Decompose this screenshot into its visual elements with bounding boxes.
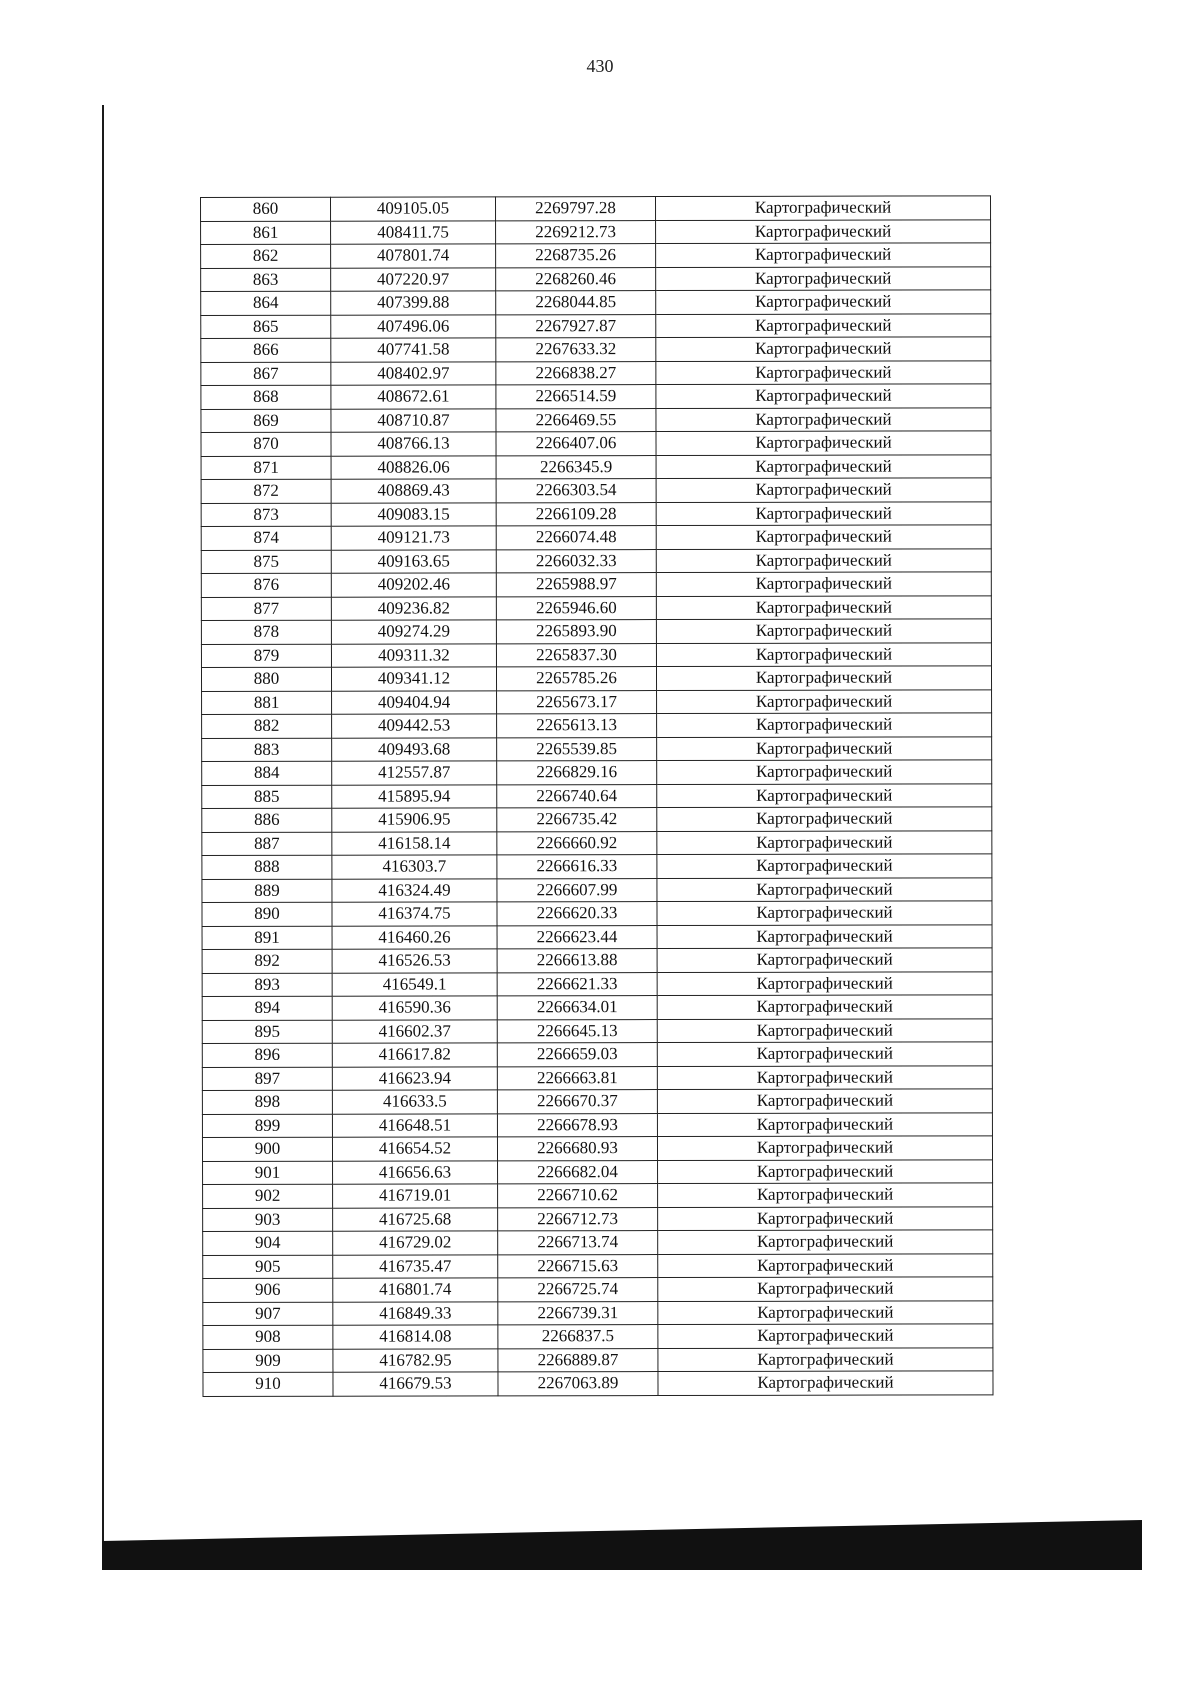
point-number-cell: 903 [203, 1208, 333, 1232]
y-coordinate-cell: 2266663.81 [497, 1066, 657, 1090]
method-cell: Картографический [657, 1136, 992, 1160]
point-number-cell: 904 [203, 1231, 333, 1255]
point-number-cell: 885 [202, 785, 332, 809]
point-number-cell: 880 [201, 667, 331, 691]
x-coordinate-cell: 416633.5 [332, 1090, 497, 1114]
y-coordinate-cell: 2267633.32 [496, 338, 656, 362]
x-coordinate-cell: 409311.32 [331, 643, 496, 667]
point-number-cell: 895 [202, 1020, 332, 1044]
x-coordinate-cell: 407496.06 [331, 314, 496, 338]
method-cell: Картографический [656, 337, 991, 361]
table-row [202, 971, 992, 996]
point-number-cell: 891 [202, 926, 332, 950]
method-cell: Картографический [656, 548, 991, 572]
method-cell: Картографический [658, 1324, 993, 1348]
table-row [202, 1089, 992, 1114]
method-cell: Картографический [657, 854, 992, 878]
table-row [202, 1042, 992, 1067]
point-number-cell: 888 [202, 855, 332, 879]
table-row [202, 854, 992, 879]
table-row [203, 1253, 993, 1278]
y-coordinate-cell: 2266680.93 [497, 1137, 657, 1161]
x-coordinate-cell: 416526.53 [332, 949, 497, 973]
method-cell: Картографический [656, 431, 991, 455]
x-coordinate-cell: 416729.02 [333, 1231, 498, 1255]
method-cell: Картографический [656, 501, 991, 525]
x-coordinate-cell: 408411.75 [331, 220, 496, 244]
table-row [201, 595, 991, 620]
y-coordinate-cell: 2265613.13 [497, 714, 657, 738]
table-row [202, 877, 992, 902]
point-number-cell: 874 [201, 526, 331, 550]
table-row [203, 1300, 993, 1325]
point-number-cell: 884 [202, 761, 332, 785]
x-coordinate-cell: 416725.68 [333, 1207, 498, 1231]
point-number-cell: 860 [201, 197, 331, 221]
x-coordinate-cell: 407741.58 [331, 338, 496, 362]
table-row [202, 783, 992, 808]
table-row [202, 1065, 992, 1090]
y-coordinate-cell: 2266739.31 [498, 1301, 658, 1325]
y-coordinate-cell: 2266616.33 [497, 855, 657, 879]
method-cell: Картографический [658, 1277, 993, 1301]
table-row [201, 360, 991, 385]
method-cell: Картографический [657, 1089, 992, 1113]
y-coordinate-cell: 2266889.87 [498, 1348, 658, 1372]
point-number-cell: 896 [202, 1043, 332, 1067]
x-coordinate-cell: 407801.74 [331, 244, 496, 268]
method-cell: Картографический [656, 243, 991, 267]
table-row [201, 666, 991, 691]
point-number-cell: 898 [202, 1090, 332, 1114]
page-number: 430 [586, 56, 614, 76]
point-number-cell: 869 [201, 409, 331, 433]
table-row [203, 1371, 993, 1396]
x-coordinate-cell: 416735.47 [333, 1254, 498, 1278]
y-coordinate-cell: 2266678.93 [497, 1113, 657, 1137]
x-coordinate-cell: 416374.75 [332, 902, 497, 926]
method-cell: Картографический [658, 1206, 993, 1230]
point-number-cell: 876 [201, 573, 331, 597]
x-coordinate-cell: 416648.51 [332, 1113, 497, 1137]
method-cell: Картографический [656, 219, 991, 243]
method-cell: Картографический [657, 877, 992, 901]
x-coordinate-cell: 408672.61 [331, 385, 496, 409]
table-row [202, 689, 992, 714]
point-number-cell: 908 [203, 1325, 333, 1349]
point-number-cell: 878 [201, 620, 331, 644]
method-cell: Картографический [657, 948, 992, 972]
table-row [201, 454, 991, 479]
table-row [201, 313, 991, 338]
table-row [201, 478, 991, 503]
table-row [203, 1347, 993, 1372]
y-coordinate-cell: 2266712.73 [498, 1207, 658, 1231]
x-coordinate-cell: 409274.29 [331, 620, 496, 644]
table-row [202, 1018, 992, 1043]
y-coordinate-cell: 2266514.59 [496, 385, 656, 409]
y-coordinate-cell: 2266713.74 [498, 1231, 658, 1255]
table-row [202, 924, 992, 949]
method-cell: Картографический [657, 760, 992, 784]
y-coordinate-cell: 2266659.03 [497, 1043, 657, 1067]
table-row [201, 243, 991, 268]
method-cell: Картографический [657, 971, 992, 995]
x-coordinate-cell: 408402.97 [331, 361, 496, 385]
point-number-cell: 864 [201, 291, 331, 315]
y-coordinate-cell: 2266469.55 [496, 408, 656, 432]
method-cell: Картографический [657, 830, 992, 854]
method-cell: Картографический [658, 1253, 993, 1277]
method-cell: Картографический [656, 454, 991, 478]
point-number-cell: 892 [202, 949, 332, 973]
method-cell: Картографический [658, 1300, 993, 1324]
x-coordinate-cell: 416814.08 [333, 1325, 498, 1349]
x-coordinate-cell: 416782.95 [333, 1348, 498, 1372]
method-cell: Картографический [657, 783, 992, 807]
y-coordinate-cell: 2266670.37 [497, 1090, 657, 1114]
y-coordinate-cell: 2265988.97 [496, 573, 656, 597]
y-coordinate-cell: 2266607.99 [497, 878, 657, 902]
y-coordinate-cell: 2265946.60 [496, 596, 656, 620]
table-row [202, 948, 992, 973]
x-coordinate-cell: 416679.53 [333, 1372, 498, 1396]
table-row [201, 219, 991, 244]
point-number-cell: 881 [202, 691, 332, 715]
y-coordinate-cell: 2265785.26 [496, 667, 656, 691]
x-coordinate-cell: 409493.68 [332, 737, 497, 761]
y-coordinate-cell: 2266682.04 [498, 1160, 658, 1184]
method-cell: Картографический [657, 807, 992, 831]
x-coordinate-cell: 416303.7 [332, 855, 497, 879]
point-number-cell: 886 [202, 808, 332, 832]
x-coordinate-cell: 416656.63 [333, 1160, 498, 1184]
method-cell: Картографический [657, 736, 992, 760]
point-number-cell: 875 [201, 550, 331, 574]
y-coordinate-cell: 2266645.13 [497, 1019, 657, 1043]
method-cell: Картографический [657, 1112, 992, 1136]
point-number-cell: 865 [201, 315, 331, 339]
x-coordinate-cell: 416617.82 [332, 1043, 497, 1067]
y-coordinate-cell: 2266725.74 [498, 1278, 658, 1302]
table-row [203, 1277, 993, 1302]
table-row [201, 337, 991, 362]
y-coordinate-cell: 2266613.88 [497, 949, 657, 973]
x-coordinate-cell: 415906.95 [332, 808, 497, 832]
point-number-cell: 861 [201, 221, 331, 245]
table-row [201, 642, 991, 667]
method-cell: Картографический [656, 595, 991, 619]
method-cell: Картографический [656, 196, 991, 220]
x-coordinate-cell: 415895.94 [332, 784, 497, 808]
y-coordinate-cell: 2266407.06 [496, 432, 656, 456]
method-cell: Картографический [656, 313, 991, 337]
x-coordinate-cell: 409202.46 [331, 573, 496, 597]
method-cell: Картографический [657, 1042, 992, 1066]
x-coordinate-cell: 416549.1 [332, 972, 497, 996]
point-number-cell: 909 [203, 1349, 333, 1373]
x-coordinate-cell: 416623.94 [332, 1066, 497, 1090]
y-coordinate-cell: 2266303.54 [496, 479, 656, 503]
y-coordinate-cell: 2268260.46 [496, 267, 656, 291]
point-number-cell: 906 [203, 1278, 333, 1302]
x-coordinate-cell: 416460.26 [332, 925, 497, 949]
x-coordinate-cell: 408826.06 [331, 455, 496, 479]
method-cell: Картографический [656, 642, 991, 666]
method-cell: Картографический [657, 1018, 992, 1042]
method-cell: Картографический [657, 924, 992, 948]
y-coordinate-cell: 2266710.62 [498, 1184, 658, 1208]
point-number-cell: 870 [201, 432, 331, 456]
x-coordinate-cell: 409083.15 [331, 502, 496, 526]
table-row [201, 290, 991, 315]
y-coordinate-cell: 2266345.9 [496, 455, 656, 479]
point-number-cell: 872 [201, 479, 331, 503]
table-row [201, 431, 991, 456]
method-cell: Картографический [656, 266, 991, 290]
x-coordinate-cell: 416602.37 [332, 1019, 497, 1043]
method-cell: Картографический [657, 1065, 992, 1089]
x-coordinate-cell: 408766.13 [331, 432, 496, 456]
x-coordinate-cell: 416654.52 [332, 1137, 497, 1161]
y-coordinate-cell: 2266660.92 [497, 831, 657, 855]
scan-edge-line [102, 105, 104, 1555]
coordinates-table [200, 195, 994, 1396]
y-coordinate-cell: 2267063.89 [498, 1372, 658, 1396]
method-cell: Картографический [658, 1183, 993, 1207]
table-row [202, 1136, 992, 1161]
y-coordinate-cell: 2265539.85 [497, 737, 657, 761]
method-cell: Картографический [657, 901, 992, 925]
point-number-cell: 871 [201, 456, 331, 480]
method-cell: Картографический [656, 290, 991, 314]
point-number-cell: 877 [201, 597, 331, 621]
table-row [201, 525, 991, 550]
x-coordinate-cell: 409121.73 [331, 526, 496, 550]
table-row [201, 384, 991, 409]
y-coordinate-cell: 2268044.85 [496, 291, 656, 315]
point-number-cell: 866 [201, 338, 331, 362]
table-row [201, 501, 991, 526]
y-coordinate-cell: 2266838.27 [496, 361, 656, 385]
x-coordinate-cell: 407220.97 [331, 267, 496, 291]
method-cell: Картографический [658, 1230, 993, 1254]
point-number-cell: 863 [201, 268, 331, 292]
y-coordinate-cell: 2268735.26 [496, 244, 656, 268]
y-coordinate-cell: 2266623.44 [497, 925, 657, 949]
point-number-cell: 882 [202, 714, 332, 738]
point-number-cell: 910 [203, 1372, 333, 1396]
y-coordinate-cell: 2265673.17 [497, 690, 657, 714]
method-cell: Картографический [656, 572, 991, 596]
y-coordinate-cell: 2266621.33 [497, 972, 657, 996]
y-coordinate-cell: 2267927.87 [496, 314, 656, 338]
y-coordinate-cell: 2265837.30 [496, 643, 656, 667]
method-cell: Картографический [657, 713, 992, 737]
table-row [203, 1183, 993, 1208]
point-number-cell: 890 [202, 902, 332, 926]
y-coordinate-cell: 2266829.16 [497, 761, 657, 785]
point-number-cell: 897 [202, 1067, 332, 1091]
x-coordinate-cell: 409163.65 [331, 549, 496, 573]
point-number-cell: 879 [201, 644, 331, 668]
method-cell: Картографический [656, 478, 991, 502]
method-cell: Картографический [656, 360, 991, 384]
point-number-cell: 867 [201, 362, 331, 386]
table-row [202, 713, 992, 738]
x-coordinate-cell: 416590.36 [332, 996, 497, 1020]
point-number-cell: 907 [203, 1302, 333, 1326]
method-cell: Картографический [656, 666, 991, 690]
x-coordinate-cell: 408710.87 [331, 408, 496, 432]
method-cell: Картографический [658, 1371, 993, 1395]
point-number-cell: 893 [202, 973, 332, 997]
table-row [202, 736, 992, 761]
y-coordinate-cell: 2266620.33 [497, 902, 657, 926]
x-coordinate-cell: 416849.33 [333, 1301, 498, 1325]
point-number-cell: 902 [203, 1184, 333, 1208]
table-row [202, 830, 992, 855]
method-cell: Картографический [657, 995, 992, 1019]
y-coordinate-cell: 2269212.73 [496, 220, 656, 244]
y-coordinate-cell: 2266634.01 [497, 996, 657, 1020]
x-coordinate-cell: 409105.05 [331, 197, 496, 221]
coordinates-table-container [200, 195, 993, 1396]
table-row [201, 266, 991, 291]
y-coordinate-cell: 2266032.33 [496, 549, 656, 573]
scan-shadow-bar [102, 1520, 1142, 1570]
point-number-cell: 889 [202, 879, 332, 903]
point-number-cell: 883 [202, 738, 332, 762]
method-cell: Картографический [657, 689, 992, 713]
table-row [203, 1324, 993, 1349]
table-row [202, 807, 992, 832]
point-number-cell: 900 [202, 1137, 332, 1161]
table-row [202, 760, 992, 785]
point-number-cell: 862 [201, 244, 331, 268]
point-number-cell: 899 [202, 1114, 332, 1138]
table-row [201, 572, 991, 597]
table-row [202, 1112, 992, 1137]
x-coordinate-cell: 409442.53 [332, 714, 497, 738]
x-coordinate-cell: 416158.14 [332, 831, 497, 855]
point-number-cell: 905 [203, 1255, 333, 1279]
point-number-cell: 868 [201, 385, 331, 409]
table-row [202, 995, 992, 1020]
x-coordinate-cell: 416801.74 [333, 1278, 498, 1302]
y-coordinate-cell: 2265893.90 [496, 620, 656, 644]
table-row [203, 1230, 993, 1255]
method-cell: Картографический [656, 384, 991, 408]
y-coordinate-cell: 2266735.42 [497, 808, 657, 832]
x-coordinate-cell: 416324.49 [332, 878, 497, 902]
point-number-cell: 901 [203, 1161, 333, 1185]
x-coordinate-cell: 407399.88 [331, 291, 496, 315]
table-row [201, 619, 991, 644]
y-coordinate-cell: 2266837.5 [498, 1325, 658, 1349]
table-row [203, 1206, 993, 1231]
point-number-cell: 894 [202, 996, 332, 1020]
table-row [202, 901, 992, 926]
table-row [201, 548, 991, 573]
y-coordinate-cell: 2266715.63 [498, 1254, 658, 1278]
x-coordinate-cell: 416719.01 [333, 1184, 498, 1208]
y-coordinate-cell: 2269797.28 [496, 197, 656, 221]
table-row [203, 1159, 993, 1184]
table-row [201, 196, 991, 221]
x-coordinate-cell: 412557.87 [332, 761, 497, 785]
y-coordinate-cell: 2266740.64 [497, 784, 657, 808]
point-number-cell: 887 [202, 832, 332, 856]
coordinates-table-body [201, 196, 994, 1396]
method-cell: Картографический [656, 619, 991, 643]
x-coordinate-cell: 409236.82 [331, 596, 496, 620]
y-coordinate-cell: 2266074.48 [496, 526, 656, 550]
method-cell: Картографический [656, 407, 991, 431]
method-cell: Картографический [658, 1159, 993, 1183]
x-coordinate-cell: 409404.94 [332, 690, 497, 714]
point-number-cell: 873 [201, 503, 331, 527]
method-cell: Картографический [658, 1347, 993, 1371]
y-coordinate-cell: 2266109.28 [496, 502, 656, 526]
method-cell: Картографический [656, 525, 991, 549]
x-coordinate-cell: 408869.43 [331, 479, 496, 503]
x-coordinate-cell: 409341.12 [331, 667, 496, 691]
table-row [201, 407, 991, 432]
